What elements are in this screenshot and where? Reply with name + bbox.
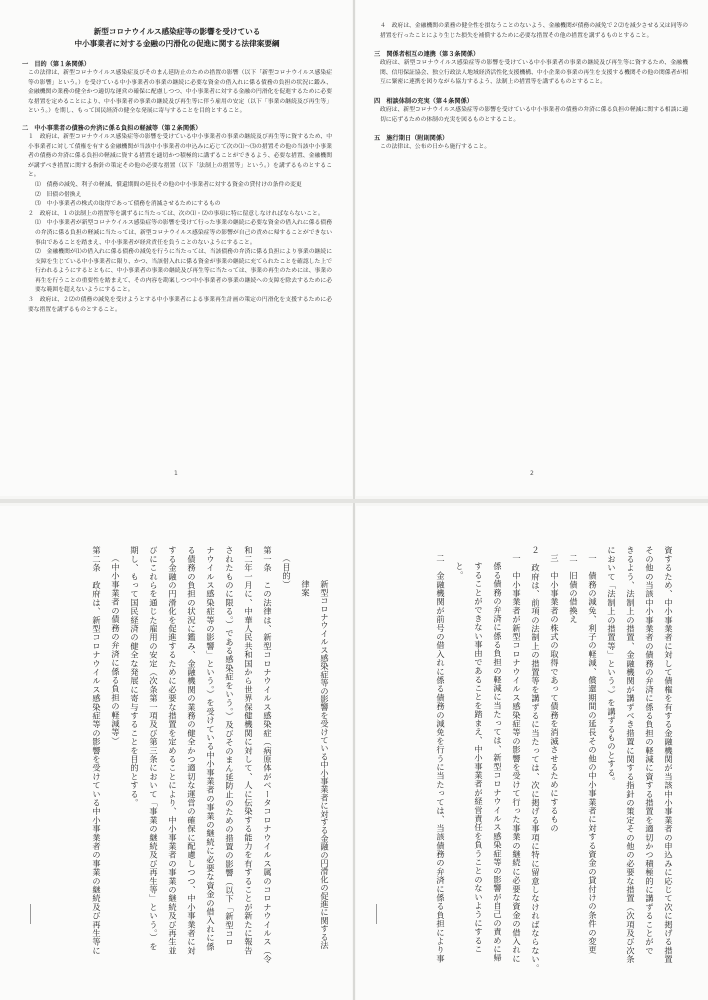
page-3 <box>0 506 352 1000</box>
document-title-line2: 中小事業者に対する金融の円滑化の促進に関する法律案要綱 <box>74 39 280 48</box>
page-divider-horizontal <box>0 499 708 503</box>
article-1-line-2: 和二年一月に、中華人民共和国から世界保健機関に対して、人に伝染する能力を有することが新たに報告 <box>244 546 254 955</box>
page-1 <box>0 0 352 496</box>
article-2-item-3: 三 中小事業者の株式の取得であって債務を消滅させるためにするもの <box>550 554 560 833</box>
section-1-body: この法律は、新型コロナウイルス感染症及びそのまん延防止のための措置の影響（以下「新型コロナウイルス感染症等の影響」という。）を受けている中小事業者の事業の継続に必要な資金の借入れに係る債務の負担の状況に鑑み、金融機関の業務の健全かつ適切な運営の確保に配慮しつつ、中小事業者に対する金融の円滑化を促進するために必要な措置を定めることにより、中小事業者の事業の継続及び再生等に伴う雇用の安定（以下「事業の継続及び再生等」という。）を期し、もって国民経済の健全な発展に寄与することを目的とすること。 <box>28 70 332 115</box>
section-2-sub-2: ⑵ 旧債の借換え <box>35 191 82 198</box>
page-2 <box>356 0 708 496</box>
page-number: 2 <box>530 470 534 477</box>
article-2-col-2: その他の当該中小事業者の債務の弁済に係る負担の軽減に資する措置を適切かつ積極的に講ずることがで <box>645 546 655 955</box>
article-2-col-4: において「法制上の措置等」という。）を講ずるものとする。 <box>607 546 617 786</box>
heading-purpose: （目的） <box>282 554 292 589</box>
section-2-item-2-sub-2: ⑵ 金融機関が⑴の借入れに係る債務の減免を行うに当たっては、当該債務の弁済に係る負担により事業の継続に支障を生じている中小事業者に限り、かつ、当該借入れに係る資金が事業の継続に充てられたことを確認した上で行われるようにするとともに、中小事業者の事業の継続及び再生等に当たっては、事業の再生のためには、事業の再生を行うことの重要性を踏まえて、その内容を勘案しつつ中小事業者の事業の継続への支障を除去するために必要な範囲を超えないようにすること。 <box>35 249 332 294</box>
article-1-line-8: 期し、もって国民経済の健全な発展に寄与することを目的とする。 <box>130 546 140 807</box>
article-2-line-1: 第二条 政府は、新型コロナウイルス感染症等の影響を受けている中小事業者の事業の継続及び再生等に <box>92 546 102 955</box>
margin-mark <box>376 904 377 924</box>
article-1-line-6: する金融の円滑化を促進するために必要な措置を定めることにより、中小事業者の事業の継続及び再生並 <box>168 546 178 955</box>
section-3-body: 政府は、新型コロナウイルス感染症等の影響を受けている中小事業者の事業の継続及び再生等に資するため、金融機関、信用保証協会、独立行政法人地域経済活性化支援機構、中小企業の事業の再生を支援する機関その他の関係者が相互に緊密に連携を図りながら協力するよう、法制上の措置等を講ずるものとすること。 <box>380 60 688 86</box>
article-2-para-2-item-2: 二 金融機関が前号の借入れに係る債務の減免を行うに当たっては、当該債務の弁済に係る負担により事 <box>436 554 446 963</box>
section-4-heading: 四 相談体制の充実（第４条関係） <box>374 97 473 105</box>
article-1-line-7: びにこれらを通じた雇用の安定（次条第一項及び第三条において「事業の継続及び再生等」という。）を <box>149 546 159 951</box>
article-2-para-2-item-1-d: と。 <box>455 562 465 580</box>
page-4 <box>356 506 708 1000</box>
section-3-heading: 三 関係者相互の連携（第３条関係） <box>374 51 480 59</box>
section-2-sub-3: ⑶ 中小事業者の株式の取得であって債務を消滅させるためにするもの <box>35 201 221 208</box>
article-1-line-3: されたものに限る。）である感染症をいう。）及びそのまん延防止のための措置の影響（以下「新型コロ <box>225 546 235 947</box>
article-2-col-3: きるよう、法制上の措置、金融機関が講ずべき措置に関する指針の策定その他の必要な措置（次項及び次条 <box>626 546 636 964</box>
article-2-col-1: 資するため、中小事業者に対して債権を有する金融機関が当該中小事業者の申込みに応じて次に掲げる措置 <box>664 546 674 964</box>
section-2-heading: 二 中小事業者の債務の弁済に係る負担の軽減等（第２条関係） <box>22 124 202 132</box>
article-1-line-5: る債務の負担の状況に鑑み、金融機関の業務の健全かつ適切な運営の確保に配慮しつつ、中小事業者に対 <box>187 546 197 955</box>
section-2-item-4: ４ 政府は、金融機関の業務の健全性を損なうことのないよう、金融機関が債務の減免で２⑵を減少させる又は同等の措置を行ったことにより生じた損失を補償するために必要な措置その他の措置を講ずるものとすること。 <box>380 23 688 39</box>
bill-title-a: 新型コロナウイルス感染症等の影響を受けている中小事業者に対する金融の円滑化の促進に関する法 <box>320 580 330 949</box>
section-2-item-2: ２ 政府は、１の法制上の措置等を講ずるに当たっては、次の⑴・⑵の事項に特に留意しなければならないこと。 <box>28 210 324 217</box>
article-1-line-1: 第一条 この法律は、新型コロナウイルス感染症（病原体がベータコロナウイルス属のコロナウイルス（令 <box>263 546 273 964</box>
section-2-sub-1: ⑴ 債務の減免、利子の軽減、償還期間の延長その他の中小事業者に対する資金の貸付けの条件の変更 <box>35 181 302 188</box>
article-2-item-1: 一 債務の減免、利子の軽減、償還期間の延長その他の中小事業者に対する資金の貸付けの条件の変更 <box>588 554 598 955</box>
section-1-heading: 一 目的（第１条関係） <box>22 61 91 68</box>
section-4-body: 政府は、新型コロナウイルス感染症等の影響を受けている中小事業者の債務の弁済に係る負担の軽減に関する相談に適切に応ずるための体制の充実を図るものとすること。 <box>380 106 688 123</box>
margin-mark <box>30 904 31 924</box>
article-2-para-2-item-1-b: 係る債務の弁済に係る負担の軽減に当たっては、新型コロナウイルス感染症等の影響が自己の責めに帰 <box>493 562 503 963</box>
bill-title-b: 律案 <box>301 580 311 597</box>
heading-article-2: （中小事業者の債務の弁済に係る負担の軽減等） <box>111 554 121 746</box>
section-2-item-3: ３ 政府は、２⑵の債務の減免を受けようとする中小事業者による事業再生計画の策定の円滑化を支援するために必要な措置を講ずるものとすること。 <box>28 297 332 313</box>
section-2-item-1: １ 政府は、新型コロナウイルス感染症等の影響を受けている中小事業者の事業の継続及び再生等に資するため、中小事業者に対して債権を有する金融機関が当該中小事業者の申込みに応じて次の⑴～⑶の措置その他の当該中小事業者の債務の弁済に係る負担の軽減に資する措置を適切かつ積極的に講ずることができるよう、必要な措置、金融機関が講ずべき措置に関する指針の策定その他の必要な措置（以下「法制上の措置等」という。）を講ずるものとすること。 <box>28 133 332 179</box>
article-2-para-2-item-1-a: 一 中小事業者が新型コロナウイルス感染症等の影響を受けて行った事業の継続に必要な資金の借入れに <box>512 554 522 963</box>
article-2-item-2: 二 旧債の借換え <box>569 554 579 624</box>
section-5-body: この法律は、公布の日から施行すること。 <box>380 144 491 151</box>
section-5-heading: 五 施行期日（附則関係） <box>374 135 449 143</box>
article-2-para-2-item-1-c: することができない事由であることを踏まえ、中小事業者が経営責任を負うことのないようにするこ <box>474 562 484 954</box>
section-2-item-2-sub-1: ⑴ 中小事業者が新型コロナウイルス感染症等の影響を受けて行った事業の継続に必要な資金の借入れに係る債務の弁済に係る負担の軽減に当たっては、新型コロナウイルス感染症等の影響が自己の責めに帰することができない事由であることを踏まえ、中小事業者が経営責任を負うことのないようにすること。 <box>35 220 332 246</box>
document-title-line1: 新型コロナウイルス感染症等の影響を受けている <box>93 27 261 36</box>
article-1-line-4: ナウイルス感染症等の影響」という。）を受けている中小事業者の事業の継続に必要な資金の借入れに係 <box>206 546 216 951</box>
article-2-para-2: ２ 政府は、前項の法制上の措置等を講ずるに当たっては、次に掲げる事項に特に留意しなければならない。 <box>531 546 541 973</box>
page-number: 1 <box>174 470 178 477</box>
